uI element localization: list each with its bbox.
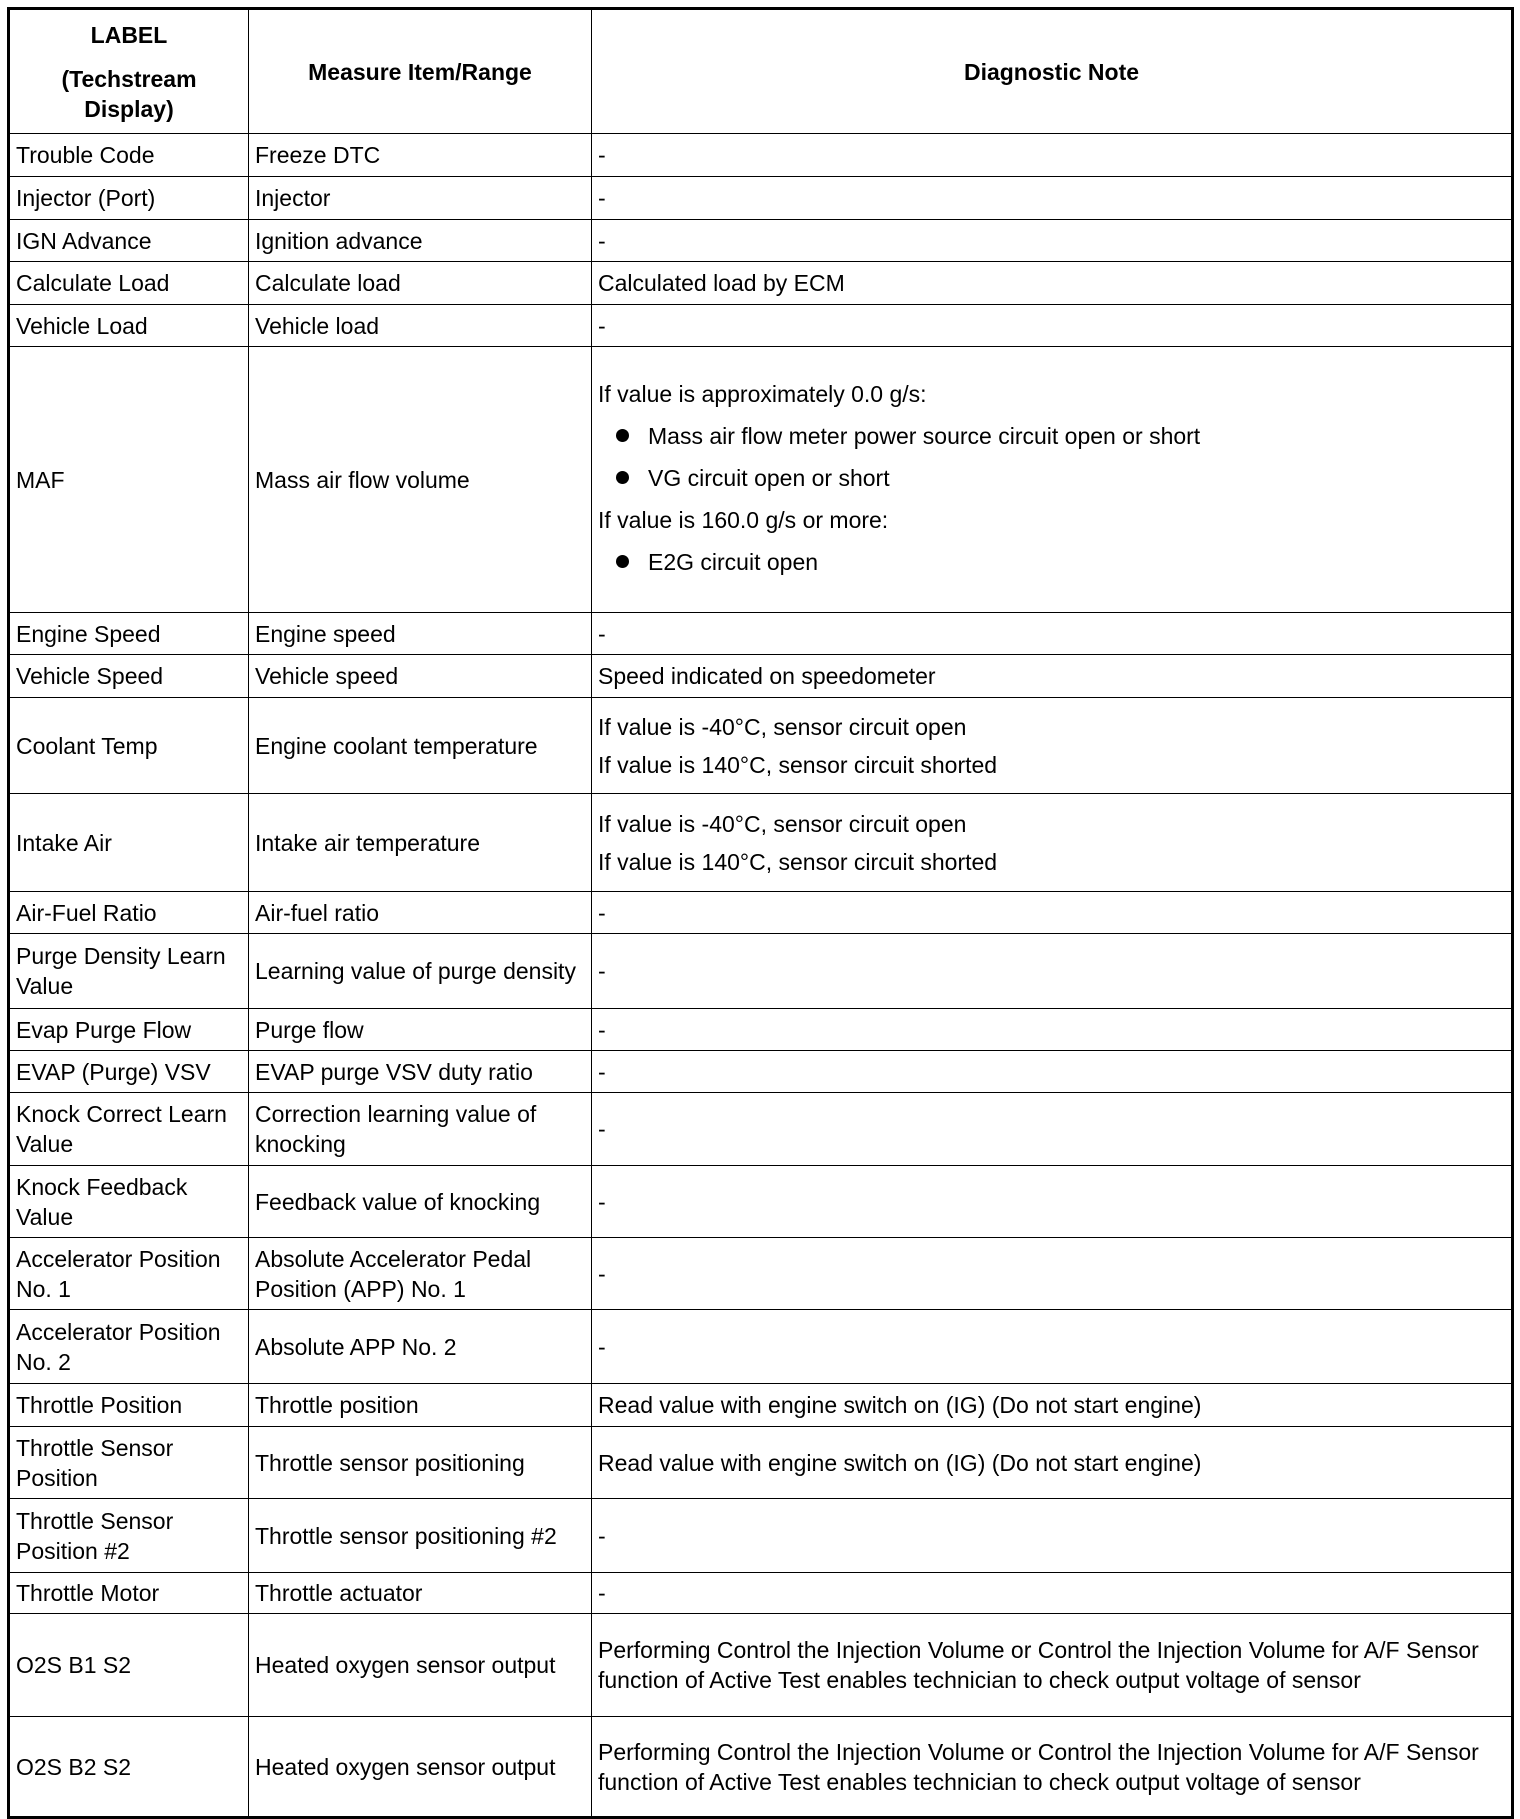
label-cell: MAF bbox=[9, 347, 249, 613]
table-row bbox=[9, 1310, 1513, 1384]
measure-cell: Heated oxygen sensor output bbox=[249, 1717, 592, 1818]
measure-cell: Absolute APP No. 2 bbox=[249, 1310, 592, 1384]
measure-cell: Engine coolant temperature bbox=[249, 698, 592, 794]
note-cell: - bbox=[592, 1093, 1513, 1166]
note-paragraph: If value is -40°C, sensor circuit open bbox=[598, 810, 967, 837]
note-cell: - bbox=[592, 934, 1513, 1009]
note-cell: - bbox=[592, 1051, 1513, 1093]
table-row bbox=[9, 1384, 1513, 1427]
label-cell: Engine Speed bbox=[9, 613, 249, 655]
note-cell: - bbox=[592, 1310, 1513, 1384]
measure-cell: Vehicle load bbox=[249, 305, 592, 347]
measure-cell: Throttle sensor positioning #2 bbox=[249, 1499, 592, 1573]
note-bullet-item bbox=[616, 463, 1505, 493]
label-cell: Intake Air bbox=[9, 794, 249, 892]
measure-cell: Throttle actuator bbox=[249, 1573, 592, 1614]
table-row bbox=[9, 1009, 1513, 1051]
measure-cell: Absolute Accelerator Pedal Position (APP) No. 1 bbox=[249, 1238, 592, 1310]
label-cell: Vehicle Load bbox=[9, 305, 249, 347]
measure-cell: Air-fuel ratio bbox=[249, 892, 592, 934]
note-cell bbox=[592, 794, 1513, 892]
note-cell: Speed indicated on speedometer bbox=[592, 655, 1513, 698]
table-row bbox=[9, 655, 1513, 698]
table-row bbox=[9, 794, 1513, 892]
table-row bbox=[9, 177, 1513, 220]
note-cell: - bbox=[592, 1238, 1513, 1310]
note-paragraph: If value is -40°C, sensor circuit open bbox=[598, 713, 967, 740]
label-cell: Coolant Temp bbox=[9, 698, 249, 794]
bullet-text: VG circuit open or short bbox=[648, 464, 890, 491]
measure-cell: Intake air temperature bbox=[249, 794, 592, 892]
table-row bbox=[9, 1166, 1513, 1238]
table-row bbox=[9, 1051, 1513, 1093]
note-paragraph: If value is approximately 0.0 g/s: bbox=[598, 380, 927, 407]
measure-cell: Mass air flow volume bbox=[249, 347, 592, 613]
note-cell: - bbox=[592, 1573, 1513, 1614]
note-cell: - bbox=[592, 305, 1513, 347]
measure-cell: Correction learning value of knocking bbox=[249, 1093, 592, 1166]
note-paragraph: If value is 140°C, sensor circuit shorted bbox=[598, 848, 998, 875]
measure-cell: Purge flow bbox=[249, 1009, 592, 1051]
measure-cell: Throttle sensor positioning bbox=[249, 1427, 592, 1499]
table-row bbox=[9, 347, 1513, 613]
table-row bbox=[9, 892, 1513, 934]
bullet-icon bbox=[616, 555, 629, 568]
note-cell: Performing Control the Injection Volume or Control the Injection Volume for A/F Sensor function of Active Test enables technician to check output voltage of sensor bbox=[592, 1717, 1513, 1818]
measure-cell: Throttle position bbox=[249, 1384, 592, 1427]
label-cell: Knock Feedback Value bbox=[9, 1166, 249, 1238]
measure-cell: Injector bbox=[249, 177, 592, 220]
note-cell: - bbox=[592, 613, 1513, 655]
note-cell: - bbox=[592, 892, 1513, 934]
label-cell: Throttle Sensor Position #2 bbox=[9, 1499, 249, 1573]
note-cell: - bbox=[592, 177, 1513, 220]
label-cell: O2S B2 S2 bbox=[9, 1717, 249, 1818]
table-header-row bbox=[9, 9, 1513, 134]
measure-cell: Calculate load bbox=[249, 262, 592, 305]
table-row bbox=[9, 1573, 1513, 1614]
header-note: Diagnostic Note bbox=[592, 9, 1513, 134]
label-cell: O2S B1 S2 bbox=[9, 1614, 249, 1717]
note-cell: - bbox=[592, 1166, 1513, 1238]
measure-cell: Ignition advance bbox=[249, 220, 592, 262]
note-cell: Read value with engine switch on (IG) (Do not start engine) bbox=[592, 1384, 1513, 1427]
note-cell: Calculated load by ECM bbox=[592, 262, 1513, 305]
label-cell: Accelerator Position No. 2 bbox=[9, 1310, 249, 1384]
measure-cell: Learning value of purge density bbox=[249, 934, 592, 1009]
measure-cell: EVAP purge VSV duty ratio bbox=[249, 1051, 592, 1093]
table-row bbox=[9, 1238, 1513, 1310]
note-cell: - bbox=[592, 1009, 1513, 1051]
note-bullet-item bbox=[616, 547, 1505, 577]
bullet-icon bbox=[616, 429, 629, 442]
table-row bbox=[9, 934, 1513, 1009]
table-row bbox=[9, 305, 1513, 347]
table-row bbox=[9, 613, 1513, 655]
label-cell: Knock Correct Learn Value bbox=[9, 1093, 249, 1166]
measure-cell: Heated oxygen sensor output bbox=[249, 1614, 592, 1717]
header-label-line2: (Techstream Display) bbox=[61, 65, 197, 122]
note-cell bbox=[592, 698, 1513, 794]
table-row bbox=[9, 262, 1513, 305]
label-cell: Throttle Position bbox=[9, 1384, 249, 1427]
note-cell bbox=[592, 347, 1513, 613]
label-cell: Trouble Code bbox=[9, 134, 249, 177]
note-bullet-item bbox=[616, 421, 1505, 451]
label-cell: Injector (Port) bbox=[9, 177, 249, 220]
bullet-icon bbox=[616, 471, 629, 484]
note-cell: - bbox=[592, 220, 1513, 262]
header-measure: Measure Item/Range bbox=[249, 9, 592, 134]
label-cell: Vehicle Speed bbox=[9, 655, 249, 698]
label-cell: Throttle Motor bbox=[9, 1573, 249, 1614]
table-row bbox=[9, 134, 1513, 177]
table-row bbox=[9, 1717, 1513, 1818]
measure-cell: Freeze DTC bbox=[249, 134, 592, 177]
label-cell: Throttle Sensor Position bbox=[9, 1427, 249, 1499]
measure-cell: Feedback value of knocking bbox=[249, 1166, 592, 1238]
note-paragraph: If value is 140°C, sensor circuit shorted bbox=[598, 751, 998, 778]
table-row bbox=[9, 1427, 1513, 1499]
table-row bbox=[9, 220, 1513, 262]
measure-cell: Vehicle speed bbox=[249, 655, 592, 698]
header-label bbox=[9, 9, 249, 134]
header-label-line1: LABEL bbox=[90, 21, 168, 48]
label-cell: Evap Purge Flow bbox=[9, 1009, 249, 1051]
label-cell: Accelerator Position No. 1 bbox=[9, 1238, 249, 1310]
note-paragraph: If value is 160.0 g/s or more: bbox=[598, 506, 889, 533]
data-list-table bbox=[7, 7, 1514, 1819]
label-cell: Calculate Load bbox=[9, 262, 249, 305]
table-row bbox=[9, 698, 1513, 794]
table-row bbox=[9, 1093, 1513, 1166]
measure-cell: Engine speed bbox=[249, 613, 592, 655]
label-cell: IGN Advance bbox=[9, 220, 249, 262]
label-cell: Air-Fuel Ratio bbox=[9, 892, 249, 934]
note-cell: Performing Control the Injection Volume or Control the Injection Volume for A/F Sensor function of Active Test enables technician to check output voltage of sensor bbox=[592, 1614, 1513, 1717]
bullet-text: E2G circuit open bbox=[648, 548, 819, 575]
bullet-text: Mass air flow meter power source circuit open or short bbox=[648, 422, 1201, 449]
note-cell: Read value with engine switch on (IG) (Do not start engine) bbox=[592, 1427, 1513, 1499]
label-cell: Purge Density Learn Value bbox=[9, 934, 249, 1009]
note-cell: - bbox=[592, 1499, 1513, 1573]
label-cell: EVAP (Purge) VSV bbox=[9, 1051, 249, 1093]
table-row bbox=[9, 1499, 1513, 1573]
table-row bbox=[9, 1614, 1513, 1717]
note-cell: - bbox=[592, 134, 1513, 177]
